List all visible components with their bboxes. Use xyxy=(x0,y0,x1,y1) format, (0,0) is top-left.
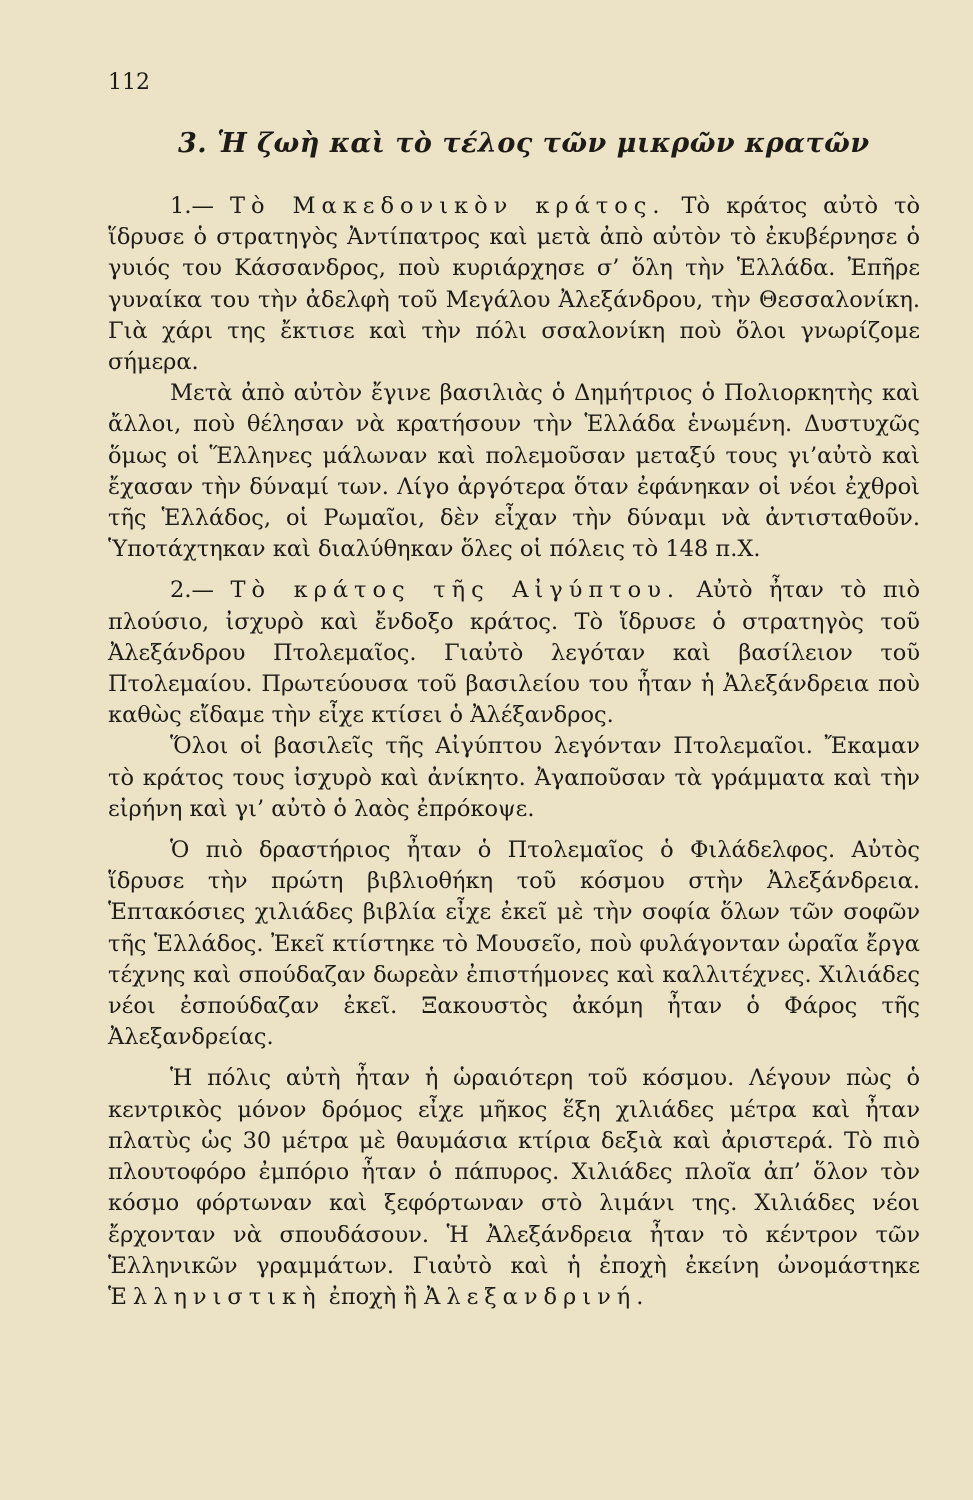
paragraph-macedonian-state xyxy=(108,191,920,378)
section-heading: Τὸ κράτος τῆς Αἰγύπτου. xyxy=(230,577,681,604)
section-heading: Τὸ Μακεδονικὸν κράτος. xyxy=(229,193,666,219)
paragraph-text: Τὸ κράτος αὐτὸ τὸ ἵδρυσε ὁ στρατηγὸς Ἀντίπατρος καὶ μετὰ ἀπὸ αὐτὸν τὸ ἐκυβέρνησε ὁ γυιός του Κάσσανδρος, ποὺ κυριάρχησε σ’ ὅλη τὴν Ἑλλάδα. Ἐπῆρε γυναίκα του τὴν ἀδελφὴ τοῦ Μεγάλου Ἀλεξάνδρου, τὴν Θεσσαλονίκη. Γιὰ χάρι της ἔκτισε καὶ τὴν πόλι σσαλονίκη ποὺ ὅλοι γνωρίζομε σήμερα. xyxy=(108,193,921,376)
paragraph xyxy=(108,1063,920,1313)
paragraph-text: Αὐτὸ ἦταν τὸ πιὸ πλούσιο, ἰσχυρὸ καὶ ἔνδοξο κράτος. Τὸ ἵδρυσε ὁ στρατηγὸς τοῦ Ἀλεξάνδρου Πτολεμαῖος. Γιαὐτὸ λεγόταν καὶ βασίλειον τοῦ Πτολεμαίου. Πρωτεύουσα τοῦ βασιλείου του ἦταν ἡ Ἀλεξάνδρεια ποὺ καθὼς εἴδαμε τὴν εἶχε κτίσει ὁ Ἀλέξανδρος. xyxy=(108,577,921,729)
paragraph-text: Ἡ πόλις αὐτὴ ἦταν ἡ ὡραιότερη τοῦ κόσμου. Λέγουν πὼς ὁ κεντρικὸς μόνον δρόμος εἶχε μῆκος ἕξη χιλιάδες μέτρα καὶ ἦταν πλατὺς ὡς 30 μέτρα μὲ θαυμάσια κτίρια δεξιὰ καὶ ἀριστερά. Τὸ πιὸ πλουτοφόρο ἐμπόριο ἦταν ὁ πάπυρος. Χιλιάδες πλοῖα ἀπ’ ὅλον τὸν κόσμο φόρτωναν καὶ ξεφόρτωναν στὸ λιμάνι της. Χιλιάδες νέοι ἔρχονταν νὰ σπουδάσουν. Ἡ Ἀλεξάνδρεια ἦταν τὸ κέντρον τῶν Ἑλληνικῶν γραμμάτων. Γιαὐτὸ καὶ ἡ ἐποχὴ ἐκείνη ὠνομάστηκε xyxy=(108,1065,920,1279)
spaced-term: Ἑλληνιστικὴ xyxy=(108,1283,322,1310)
section-number: 2.— xyxy=(170,577,231,604)
spaced-term: Ἀλεξανδρινή xyxy=(424,1283,637,1310)
paragraph xyxy=(108,835,920,1053)
paragraph-text: Μετὰ ἀπὸ αὐτὸν ἔγινε βασιλιὰς ὁ Δημήτριος ὁ Πολιορκητὴς καὶ ἄλλοι, ποὺ θέλησαν νὰ κρατήσουν τὴν Ἑλλάδα ἑνωμένη. Δυστυχῶς ὅμως οἱ Ἕλληνες μάλωναν καὶ πολεμοῦσαν μεταξύ τους γι’αὐτὸ καὶ ἔχασαν τὴν δύναμί των. Λίγο ἀργότερα ὅταν ἐφάνηκαν οἱ νέοι ἐχθροὶ τῆς Ἑλλάδος, οἱ Ρωμαῖοι, δὲν εἶχαν τὴν δύναμι νὰ ἀντισταθοῦν. Ὑποτάχτηκαν καὶ διαλύθηκαν ὅλες οἱ πόλεις τὸ 148 π.Χ. xyxy=(108,380,920,563)
paragraph xyxy=(108,378,920,565)
chapter-title: 3. Ἡ ζωὴ καὶ τὸ τέλος τῶν μικρῶν κρατῶν xyxy=(178,128,870,159)
paragraph-egypt-state xyxy=(108,575,920,731)
paragraph-text: Ὁ πιὸ δραστήριος ἦταν ὁ Πτολεμαῖος ὁ Φιλάδελφος. Αὐτὸς ἵδρυσε τὴν πρώτη βιβλιοθήκη τοῦ κόσμου στὴν Ἀλεξάνδρεια. Ἑπτακόσιες χιλιάδες βιβλία εἶχε ἐκεῖ μὲ τὴν σοφία ὅλων τῶν σοφῶν τῆς Ἑλλάδος. Ἐκεῖ κτίστηκε τὸ Μουσεῖο, ποὺ φυλάγονταν ὡραῖα ἔργα τέχνης καὶ σπούδαζαν δωρεὰν ἐπιστήμονες καὶ καλλιτέχνες. Χιλιάδες νέοι ἐσπούδαζαν ἐκεῖ. Ξακουστὸς ἀκόμη ἦταν ὁ Φάρος τῆς Ἀλεξανδρείας. xyxy=(108,837,920,1051)
paragraph-text: ἐποχὴ ἢ xyxy=(321,1283,425,1310)
section-number: 1.— xyxy=(170,193,230,219)
page-number: 112 xyxy=(108,70,150,95)
paragraph-text: Ὅλοι οἱ βασιλεῖς τῆς Αἰγύπτου λεγόνταν Πτολεμαῖοι. Ἔκαμαν τὸ κράτος τους ἰσχυρὸ καὶ ἀνίκητο. Ἀγαποῦσαν τὰ γράμματα καὶ τὴν εἰρήνη καὶ γι’ αὐτὸ ὁ λαὸς ἐπρόκοψε. xyxy=(108,733,920,822)
body-text xyxy=(108,191,920,1313)
paragraph-text: . xyxy=(636,1283,644,1310)
paragraph xyxy=(108,731,920,825)
